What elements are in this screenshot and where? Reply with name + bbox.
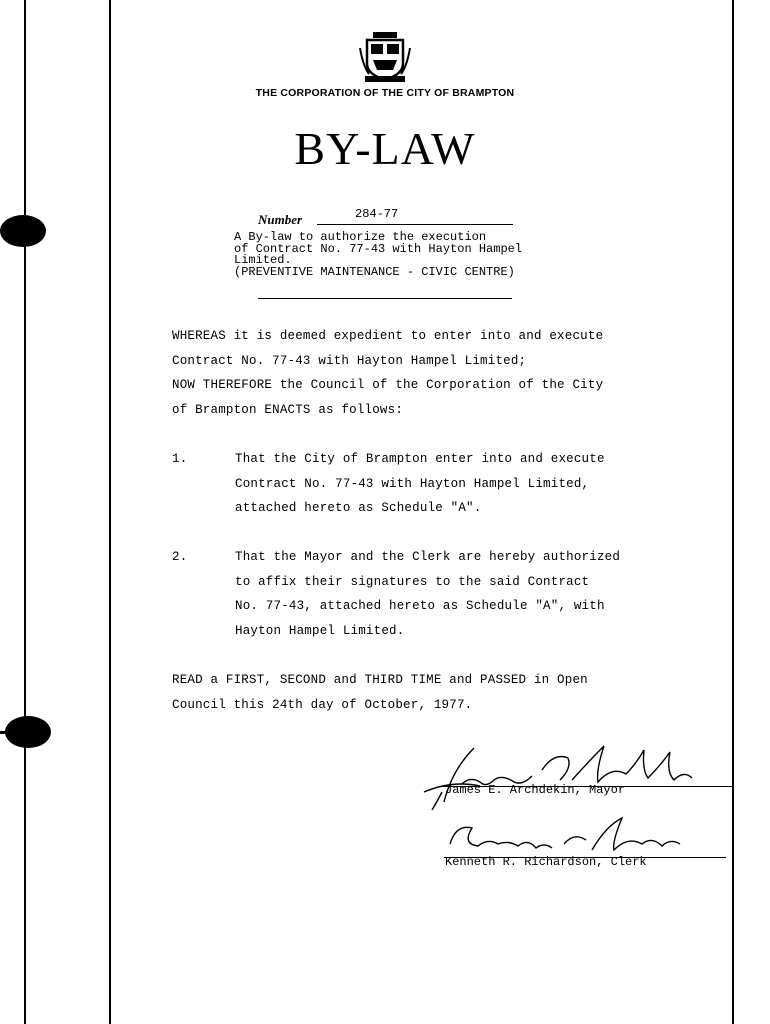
bylaw-number-label: Number bbox=[258, 212, 303, 227]
clause-line: That the City of Brampton enter into and execute bbox=[235, 452, 605, 466]
description-line: (PREVENTIVE MAINTENANCE - CIVIC CENTRE) bbox=[234, 264, 515, 279]
mayor-name: James E. Archdekin, Mayor bbox=[445, 783, 626, 797]
description-line: A By-law to authorize the execution bbox=[234, 230, 487, 244]
clause-line: attached hereto as Schedule "A". bbox=[235, 501, 482, 515]
preamble-line: WHEREAS it is deemed expedient to enter into and execute bbox=[172, 329, 604, 343]
punch-hole-top bbox=[0, 215, 46, 247]
preamble-line: of Brampton ENACTS as follows: bbox=[172, 403, 404, 417]
preamble-line: NOW THEREFORE the Council of the Corporation of the City bbox=[172, 378, 604, 392]
corporation-name: THE CORPORATION OF THE CITY OF BRAMPTON bbox=[255, 87, 515, 99]
mayor-signature bbox=[422, 740, 712, 820]
punch-hole-tab bbox=[0, 731, 20, 734]
description-line: Limited. bbox=[234, 253, 292, 267]
document-title: BY-LAW bbox=[294, 123, 476, 174]
bylaw-number: 284-77 bbox=[355, 207, 399, 221]
clause-number: 1. bbox=[172, 452, 188, 466]
bylaw-description bbox=[234, 232, 522, 278]
clause-line: to affix their signatures to the said Contract bbox=[235, 575, 590, 589]
clause-line: Contract No. 77-43 with Hayton Hampel Limited, bbox=[235, 477, 590, 491]
clerk-name: Kenneth R. Richardson, Clerk bbox=[445, 855, 647, 869]
description-line: of Contract No. 77-43 with Hayton Hampel bbox=[234, 241, 523, 256]
clause-line: Hayton Hampel Limited. bbox=[235, 624, 405, 638]
clause-line: No. 77-43, attached hereto as Schedule "A", with bbox=[235, 599, 605, 613]
preamble-line: Contract No. 77-43 with Hayton Hampel Limited; bbox=[172, 354, 527, 368]
city-crest-icon bbox=[357, 30, 413, 84]
clause-number: 2. bbox=[172, 550, 188, 564]
bylaw-number-underline bbox=[317, 224, 513, 225]
clause-line: That the Mayor and the Clerk are hereby authorized bbox=[235, 550, 621, 564]
closing-line: Council this 24th day of October, 1977. bbox=[172, 698, 473, 712]
description-rule bbox=[258, 298, 512, 299]
closing-line: READ a FIRST, SECOND and THIRD TIME and PASSED in Open bbox=[172, 673, 588, 687]
